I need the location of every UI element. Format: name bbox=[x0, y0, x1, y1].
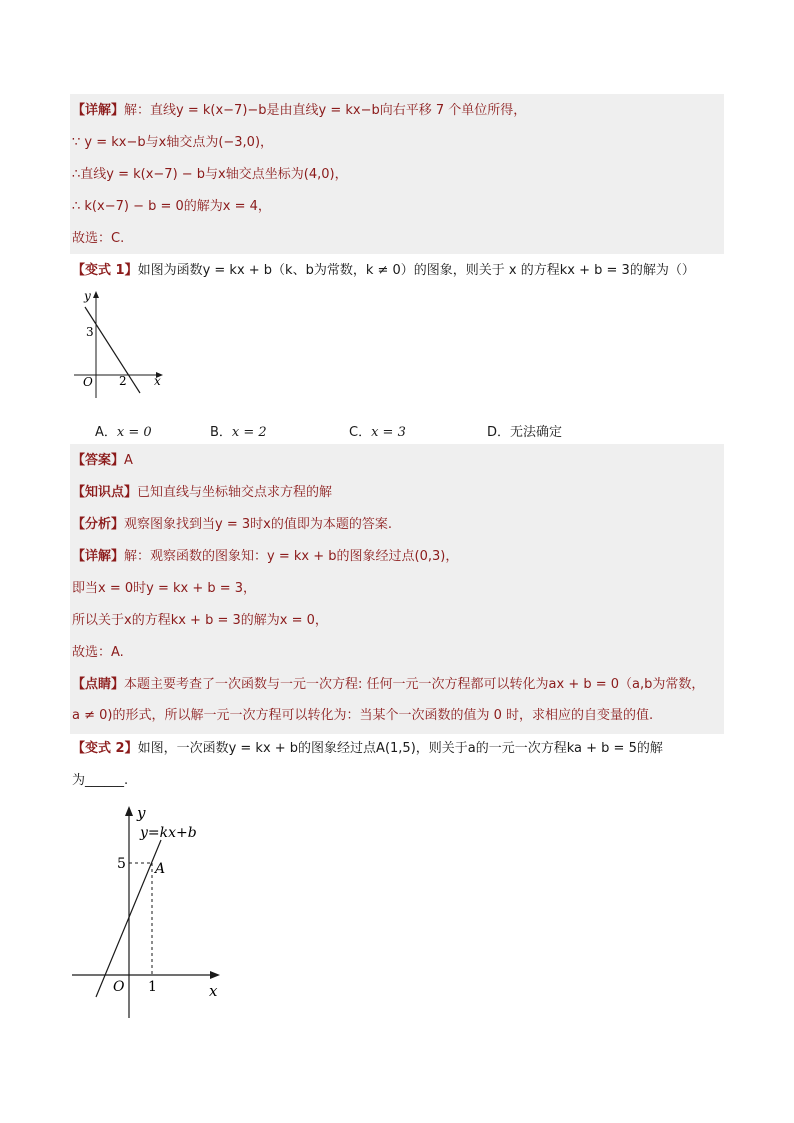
variant1-graph bbox=[68, 286, 178, 404]
variant1-detail-line-3: 所以关于x的方程kx + b = 3的解为x = 0， bbox=[72, 613, 328, 628]
detail-line-5: 故选：C. bbox=[72, 231, 125, 246]
y-axis-arrow-icon bbox=[125, 806, 133, 816]
answer-value: A bbox=[124, 453, 133, 468]
detail-line-2: ∵ y = kx−b与x轴交点为(−3,0)， bbox=[72, 135, 274, 150]
variant1-question: 【变式 1】如图为函数y = kx + b（k、b为常数，k ≠ 0）的图象，则关于 x 的方程kx + b = 3的解为（） bbox=[72, 263, 695, 278]
variant1-detail-tag: 【详解】 bbox=[72, 549, 125, 564]
option-b[interactable]: B．x = 2 bbox=[210, 425, 267, 440]
knowledge-tag: 【知识点】 bbox=[72, 485, 138, 500]
comment-line-1: 【点睛】本题主要考查了一次函数与一元一次方程: 任何一元一次方程都可以转化为ax + b = 0（a,b为常数， bbox=[72, 677, 705, 692]
option-c[interactable]: C．x = 3 bbox=[349, 425, 406, 440]
detail-line-4: ∴ k(x−7) − b = 0的解为x = 4， bbox=[72, 199, 271, 214]
x-label: x bbox=[154, 374, 161, 388]
function-label: y=kx+b bbox=[140, 825, 197, 841]
detail-line-3: ∴直线y = k(x−7) − b与x轴交点坐标为(4,0)， bbox=[72, 167, 348, 182]
variant2-tag: 【变式 2】 bbox=[72, 741, 138, 756]
detail-line-1: 【详解】解：直线y = k(x−7)−b是由直线y = kx−b向右平移 7 个单位所得， bbox=[72, 103, 527, 118]
origin-label: O bbox=[83, 375, 93, 389]
x-axis-arrow-icon bbox=[210, 971, 220, 979]
function-line bbox=[85, 307, 140, 393]
detail-tag: 【详解】 bbox=[72, 103, 125, 118]
analysis-line: 【分析】观察图象找到当y = 3时x的值即为本题的答案. bbox=[72, 517, 392, 532]
y-tick-label: 5 bbox=[117, 856, 126, 872]
variant1-tag: 【变式 1】 bbox=[72, 263, 138, 278]
variant1-detail-line-2: 即当x = 0时y = kx + b = 3， bbox=[72, 581, 257, 596]
variant1-detail-line-4: 故选：A. bbox=[72, 645, 124, 660]
y-axis-arrow-icon bbox=[93, 291, 99, 298]
y-label: y bbox=[137, 804, 146, 822]
y-intercept-label: 3 bbox=[86, 325, 94, 339]
variant2-question-line-2: 为______. bbox=[72, 773, 129, 788]
x-intercept-label: 2 bbox=[119, 374, 127, 388]
option-d[interactable]: D．无法确定 bbox=[487, 425, 563, 440]
x-label: x bbox=[209, 982, 218, 1000]
comment-tag: 【点睛】 bbox=[72, 677, 125, 692]
option-a[interactable]: A．x = 0 bbox=[95, 425, 152, 440]
x-tick-label: 1 bbox=[148, 979, 157, 995]
origin-label: O bbox=[113, 979, 125, 995]
analysis-tag: 【分析】 bbox=[72, 517, 125, 532]
variant2-question-line-1: 【变式 2】如图，一次函数y = kx + b的图象经过点A(1,5)，则关于a的一元一次方程ka + b = 5的解 bbox=[72, 741, 663, 756]
answer-line bbox=[72, 451, 133, 471]
variant1-detail-line-1: 【详解】解：观察函数的图象知：y = kx + b的图象经过点(0,3)， bbox=[72, 549, 459, 564]
y-label: y bbox=[84, 289, 91, 303]
knowledge-line: 【知识点】已知直线与坐标轴交点求方程的解 bbox=[72, 485, 333, 500]
point-a-label: A bbox=[155, 861, 166, 877]
comment-line-2: a ≠ 0)的形式，所以解一元一次方程可以转化为：当某个一次函数的值为 0 时，求相应的自变量的值. bbox=[72, 708, 654, 723]
answer-tag: 【答案】 bbox=[72, 453, 125, 468]
variant2-graph bbox=[66, 800, 226, 1022]
